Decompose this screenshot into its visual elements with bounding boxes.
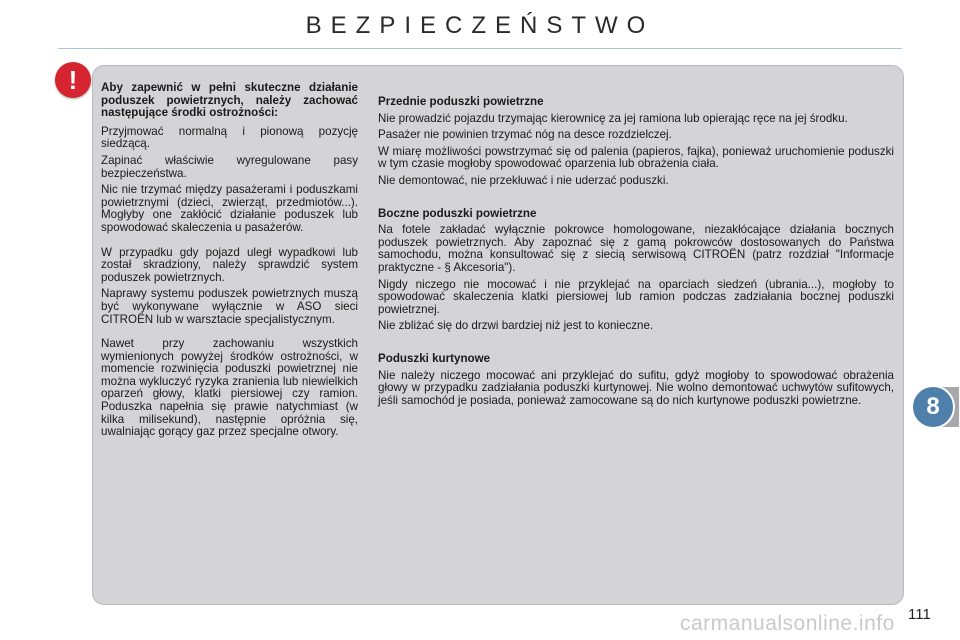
- front-paragraph-2: Pasażer nie powinien trzymać nóg na desce rozdzielczej.: [378, 128, 672, 142]
- curtain-paragraph-1: Nie należy niczego mocować ani przyklejać do sufitu, gdyż mogłoby to spowodować obrażenia głowy w przypadku zadziałania poduszki kurtynowej. Nie wolno demontować uchwytów sufitowych, jeśli samochód je posiada, ponieważ zamocowane są do nich kurtynowe poduszki powietrzne.: [378, 368, 894, 407]
- chapter-number-badge: 8: [911, 385, 955, 429]
- front-paragraph-1: Nie prowadzić pojazdu trzymając kierownicę za jej ramiona lub opierając ręce na jej środku.: [378, 111, 848, 125]
- left-paragraph-4: W przypadku gdy pojazd uległ wypadkowi lub został skradziony, należy sprawdzić system poduszek powietrznych.: [101, 245, 358, 284]
- left-paragraph-1: Przyjmować normalną i pionową pozycję siedzącą.: [101, 124, 358, 151]
- side-paragraph-1: Na fotele zakładać wyłącznie pokrowce homologowane, niezakłócające działania bocznych poduszek powietrznych. Aby zapoznać się z gamą pokrowców dostosowanych do Państwa samochodu, można konsultować się z siecią serwisową CITROËN (patrz rozdział "Informacje praktyczne - § Akcesoria").: [378, 223, 894, 274]
- watermark: carmanualsonline.info: [680, 612, 895, 635]
- front-paragraph-3: W miarę możliwości powstrzymać się od palenia (papieros, fajka), ponieważ uruchomienie poduszki w tym czasie mogłoby spowodować oparzenia lub obrażenia ciała.: [378, 144, 894, 171]
- side-airbags-heading: Boczne poduszki powietrzne: [378, 206, 537, 220]
- left-paragraph-6: Nawet przy zachowaniu wszystkich wymienionych powyżej środków ostrożności, w momencie rozwinięcia poduszki powietrznej nie można wykluczyć ryzyka zranienia lub niewielkich oparzeń głowy, klatki piersiowej czy ramion. Poduszka napełnia się prawie natychmiast (w kilka milisekund), następnie opróżnia się, uwalniając gorący gaz przez specjalne otwory.: [101, 337, 358, 439]
- left-heading: Aby zapewnić w pełni skuteczne działanie poduszek powietrznych, należy zachować następujące środki ostrożności:: [101, 81, 358, 120]
- left-paragraph-2: Zapinać właściwie wyregulowane pasy bezpieczeństwa.: [101, 153, 358, 180]
- left-paragraph-5: Naprawy systemu poduszek powietrznych muszą być wykonywane wyłącznie w ASO sieci CITROËN lub w warsztacie specjalistycznym.: [101, 287, 358, 326]
- right-column: [378, 96, 894, 411]
- exclamation-warning-icon: !: [55, 62, 91, 98]
- page-title: BEZPIECZEŃSTWO: [305, 12, 655, 39]
- page-number: 111: [908, 606, 931, 623]
- curtain-airbags-heading: Poduszki kurtynowe: [378, 351, 491, 365]
- side-paragraph-2: Nigdy niczego nie mocować i nie przyklejać na oparciach siedzeń (ubrania...), mogłoby to spowodować skaleczenia klatki piersiowej lub ramion podczas zadziałania bocznej poduszki powietrznej.: [378, 277, 894, 316]
- left-paragraph-3: Nic nie trzymać między pasażerami i poduszkami powietrznymi (dzieci, zwierząt, przedmiotów...). Mogłyby one zakłócić działanie poduszek lub spowodować skaleczenia u pasażerów.: [101, 183, 358, 234]
- side-paragraph-3: Nie zbliżać się do drzwi bardziej niż jest to konieczne.: [378, 319, 654, 333]
- front-airbags-heading: Przednie poduszki powietrzne: [378, 95, 544, 108]
- header-divider: [58, 48, 902, 49]
- left-column: [101, 82, 358, 443]
- front-paragraph-4: Nie demontować, nie przekłuwać i nie uderzać poduszki.: [378, 173, 669, 187]
